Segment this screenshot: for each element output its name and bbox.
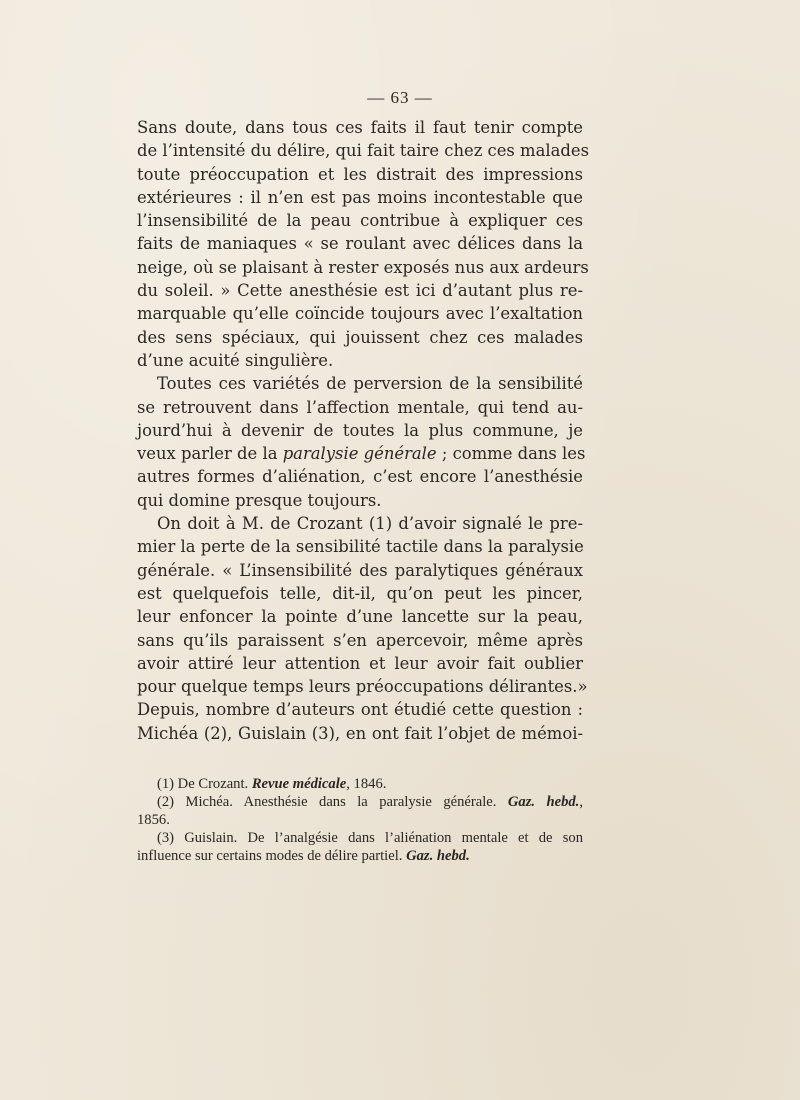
text-line: faits de maniaques « se roulant avec délices dans la [137,234,583,254]
text-line: marquable qu’elle coïncide toujours avec l’exaltation [137,304,583,324]
footnote-text: (1) De Crozant. [157,776,252,792]
text-line: sans qu’ils paraissent s’en apercevoir, même après [137,630,583,650]
text-line: Depuis, nombre d’auteurs ont étudié cette question : [137,700,583,720]
text-line: Michéa (2), Guislain (3), en ont fait l’objet de mémoi- [137,723,583,743]
text-line: de l’intensité du délire, qui fait taire chez ces malades [137,141,589,161]
text-line: Sans doute, dans tous ces faits il faut tenir compte [137,118,583,137]
text-line: l’insensibilité de la peau contribue à expliquer ces [137,211,583,231]
footnote-journal: Revue médicale [251,776,347,792]
italic-term: paralysie générale [282,444,437,464]
text-line: extérieures : il n’en est pas moins incontestable que [137,187,583,207]
text-line: se retrouvent dans l’affection mentale, qui tend au- [137,397,583,417]
footnote-text: influence sur certains modes de délire partiel. [137,848,407,864]
text-line: toute préoccupation et les distrait des impressions [137,164,583,184]
text-line: On doit à M. de Crozant (1) d’avoir signalé le pre- [157,514,583,534]
footnotes [137,775,583,865]
text-line: des sens spéciaux, qui jouissent chez ces malades [137,327,583,347]
text-line: autres formes d’aliénation, c’est encore l’anesthésie [137,467,583,487]
footnote-1 [137,775,583,793]
footnote-2-continuation: 1856. [137,812,170,828]
footnote-2 [137,793,583,811]
text-span: ; comme dans les [436,444,586,464]
page-number: — 63 — [367,88,433,107]
text-line: Toutes ces variétés de perversion de la sensibilité [157,374,583,394]
text-line: qui domine presque toujours. [137,490,382,510]
footnote-journal: Gaz. hebd. [507,794,580,810]
text-span: veux parler de la [137,444,283,464]
footnote-journal: Gaz. hebd. [406,848,470,864]
text-line: leur enfoncer la pointe d’une lancette sur la peau, [137,607,583,627]
footnote-text: , 1846. [346,776,387,792]
text-line: mier la perte de la sensibilité tactile dans la paralysie [137,537,584,557]
text-line: générale. « L’insensibilité des paralytiques généraux [137,560,583,580]
text-line: du soleil. » Cette anesthésie est ici d’autant plus re- [137,281,583,301]
footnote-3-continuation [137,847,583,865]
body-text [137,116,589,745]
text-line-with-italic [137,442,586,465]
text-line: avoir attiré leur attention et leur avoir fait oublier [137,653,583,673]
footnote-3: (3) Guislain. De l’analgésie dans l’aliénation mentale et de son [157,830,583,846]
footnote-text: (2) Michéa. Anesthésie dans la paralysie générale. [157,794,508,810]
text-line: neige, où se plaisant à rester exposés nus aux ardeurs [137,257,589,277]
text-line: jourd’hui à devenir de toutes la plus commune, je [137,420,583,440]
text-line: pour quelque temps leurs préoccupations délirantes.» [137,677,588,697]
text-line: est quelquefois telle, dit-il, qu’on peut les pincer, [137,583,583,603]
footnote-text: , [579,794,583,810]
text-line: d’une acuité singulière. [137,350,334,370]
